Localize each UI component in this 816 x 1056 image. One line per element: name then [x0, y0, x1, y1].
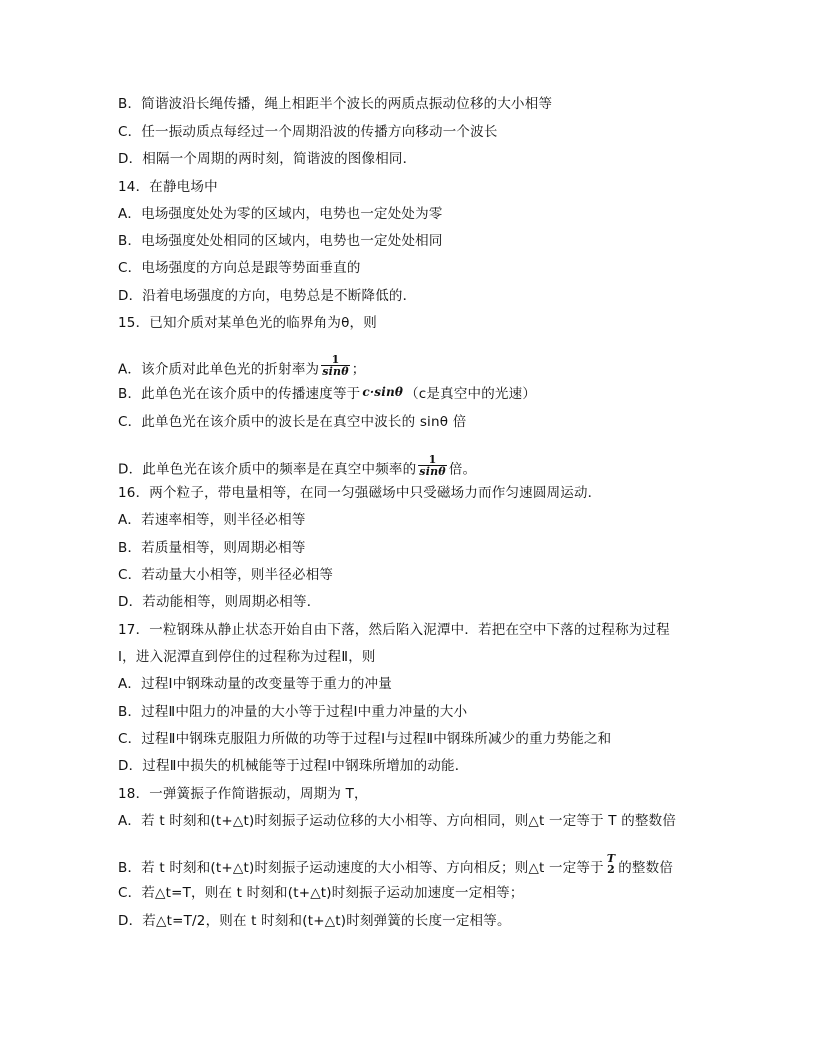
option-14a: A．电场强度处处为零的区域内，电势也一定处处为零	[118, 206, 443, 222]
option-16a: A．若速率相等，则半径必相等	[118, 512, 306, 528]
question-17: 17．一粒钢珠从静止状态开始自由下落，然后陷入泥潭中．若把在空中下落的过程称为过程	[118, 622, 670, 638]
option-13c: C．任一振动质点每经过一个周期沿波的传播方向移动一个波长	[118, 124, 498, 140]
option-16d: D．若动能相等，则周期必相等．	[118, 594, 321, 610]
question-15: 15．已知介质对某单色光的临界角为θ，则	[118, 315, 377, 331]
option-15c: C．此单色光在该介质中的波长是在真空中波长的 sinθ 倍	[118, 414, 467, 430]
option-15d	[118, 453, 477, 481]
option-15a-suffix: ；	[351, 361, 366, 378]
question-14: 14．在静电场中	[118, 179, 218, 195]
option-15d-text: D．此单色光在该介质中的频率是在真空中频率的	[118, 461, 417, 478]
question-18: 18．一弹簧振子作简谐振动，周期为 T，	[118, 786, 368, 802]
option-18b	[118, 852, 674, 879]
fraction-numerator: 1	[331, 353, 340, 366]
fraction-numerator: 1	[428, 453, 437, 466]
question-17-continued: Ⅰ，进入泥潭直到停住的过程称为过程Ⅱ，则	[118, 649, 376, 665]
option-15a	[118, 353, 366, 381]
option-18a: A．若 t 时刻和(t+△t)时刻振子运动位移的大小相等、方向相同，则△t 一定等于 T 的整数倍	[118, 813, 677, 829]
option-14b: B．电场强度处处相同的区域内，电势也一定处处相同	[118, 233, 443, 249]
fraction-denominator: sinθ	[419, 465, 446, 478]
option-15a-text: A．该介质对此单色光的折射率为	[118, 361, 320, 378]
option-18c: C．若△t=T，则在 t 时刻和(t+△t)时刻振子运动加速度一定相等；	[118, 885, 524, 901]
question-16: 16．两个粒子，带电量相等，在同一匀强磁场中只受磁场力而作匀速圆周运动．	[118, 485, 602, 501]
fraction-denominator: sinθ	[322, 365, 349, 378]
option-16b: B．若质量相等，则周期必相等	[118, 540, 306, 556]
option-17b: B．过程Ⅱ中阻力的冲量的大小等于过程Ⅰ中重力冲量的大小	[118, 704, 468, 720]
fraction-1-over-sin-theta	[321, 354, 350, 377]
option-15b-suffix: （c是真空中的光速）	[405, 386, 537, 402]
option-18b-text: B．若 t 时刻和(t+△t)时刻振子运动速度的大小相等、方向相反；则△t 一定等于	[118, 860, 604, 876]
fraction-denominator: 2	[607, 863, 615, 876]
option-17a: A．过程Ⅰ中钢珠动量的改变量等于重力的冲量	[118, 676, 392, 692]
option-14c: C．电场强度的方向总是跟等势面垂直的	[118, 260, 361, 276]
option-13d: D．相隔一个周期的两时刻，简谐波的图像相同．	[118, 151, 417, 167]
option-17c: C．过程Ⅱ中钢珠克服阻力所做的功等于过程Ⅰ与过程Ⅱ中钢珠所减少的重力势能之和	[118, 731, 612, 747]
option-14d: D．沿着电场强度的方向，电势总是不断降低的．	[118, 288, 417, 304]
formula-c-sin-theta: c·sinθ	[362, 385, 404, 399]
option-17d: D．过程Ⅱ中损失的机械能等于过程Ⅰ中钢珠所增加的动能．	[118, 758, 469, 774]
fraction-numerator: T	[606, 852, 616, 865]
option-18b-suffix: 的整数倍	[618, 860, 674, 876]
option-13b: B．简谐波沿长绳传播，绳上相距半个波长的两质点振动位移的大小相等	[118, 96, 553, 112]
option-15b	[118, 386, 536, 402]
fraction-1-over-sin-theta	[418, 454, 447, 477]
option-18d: D．若△t=T/2，则在 t 时刻和(t+△t)时刻弹簧的长度一定相等。	[118, 913, 511, 929]
option-15d-suffix: 倍。	[448, 461, 477, 478]
option-15b-text: B．此单色光在该介质中的传播速度等于	[118, 386, 361, 402]
option-16c: C．若动量大小相等，则半径必相等	[118, 567, 334, 583]
fraction-t-over-2	[606, 853, 616, 875]
